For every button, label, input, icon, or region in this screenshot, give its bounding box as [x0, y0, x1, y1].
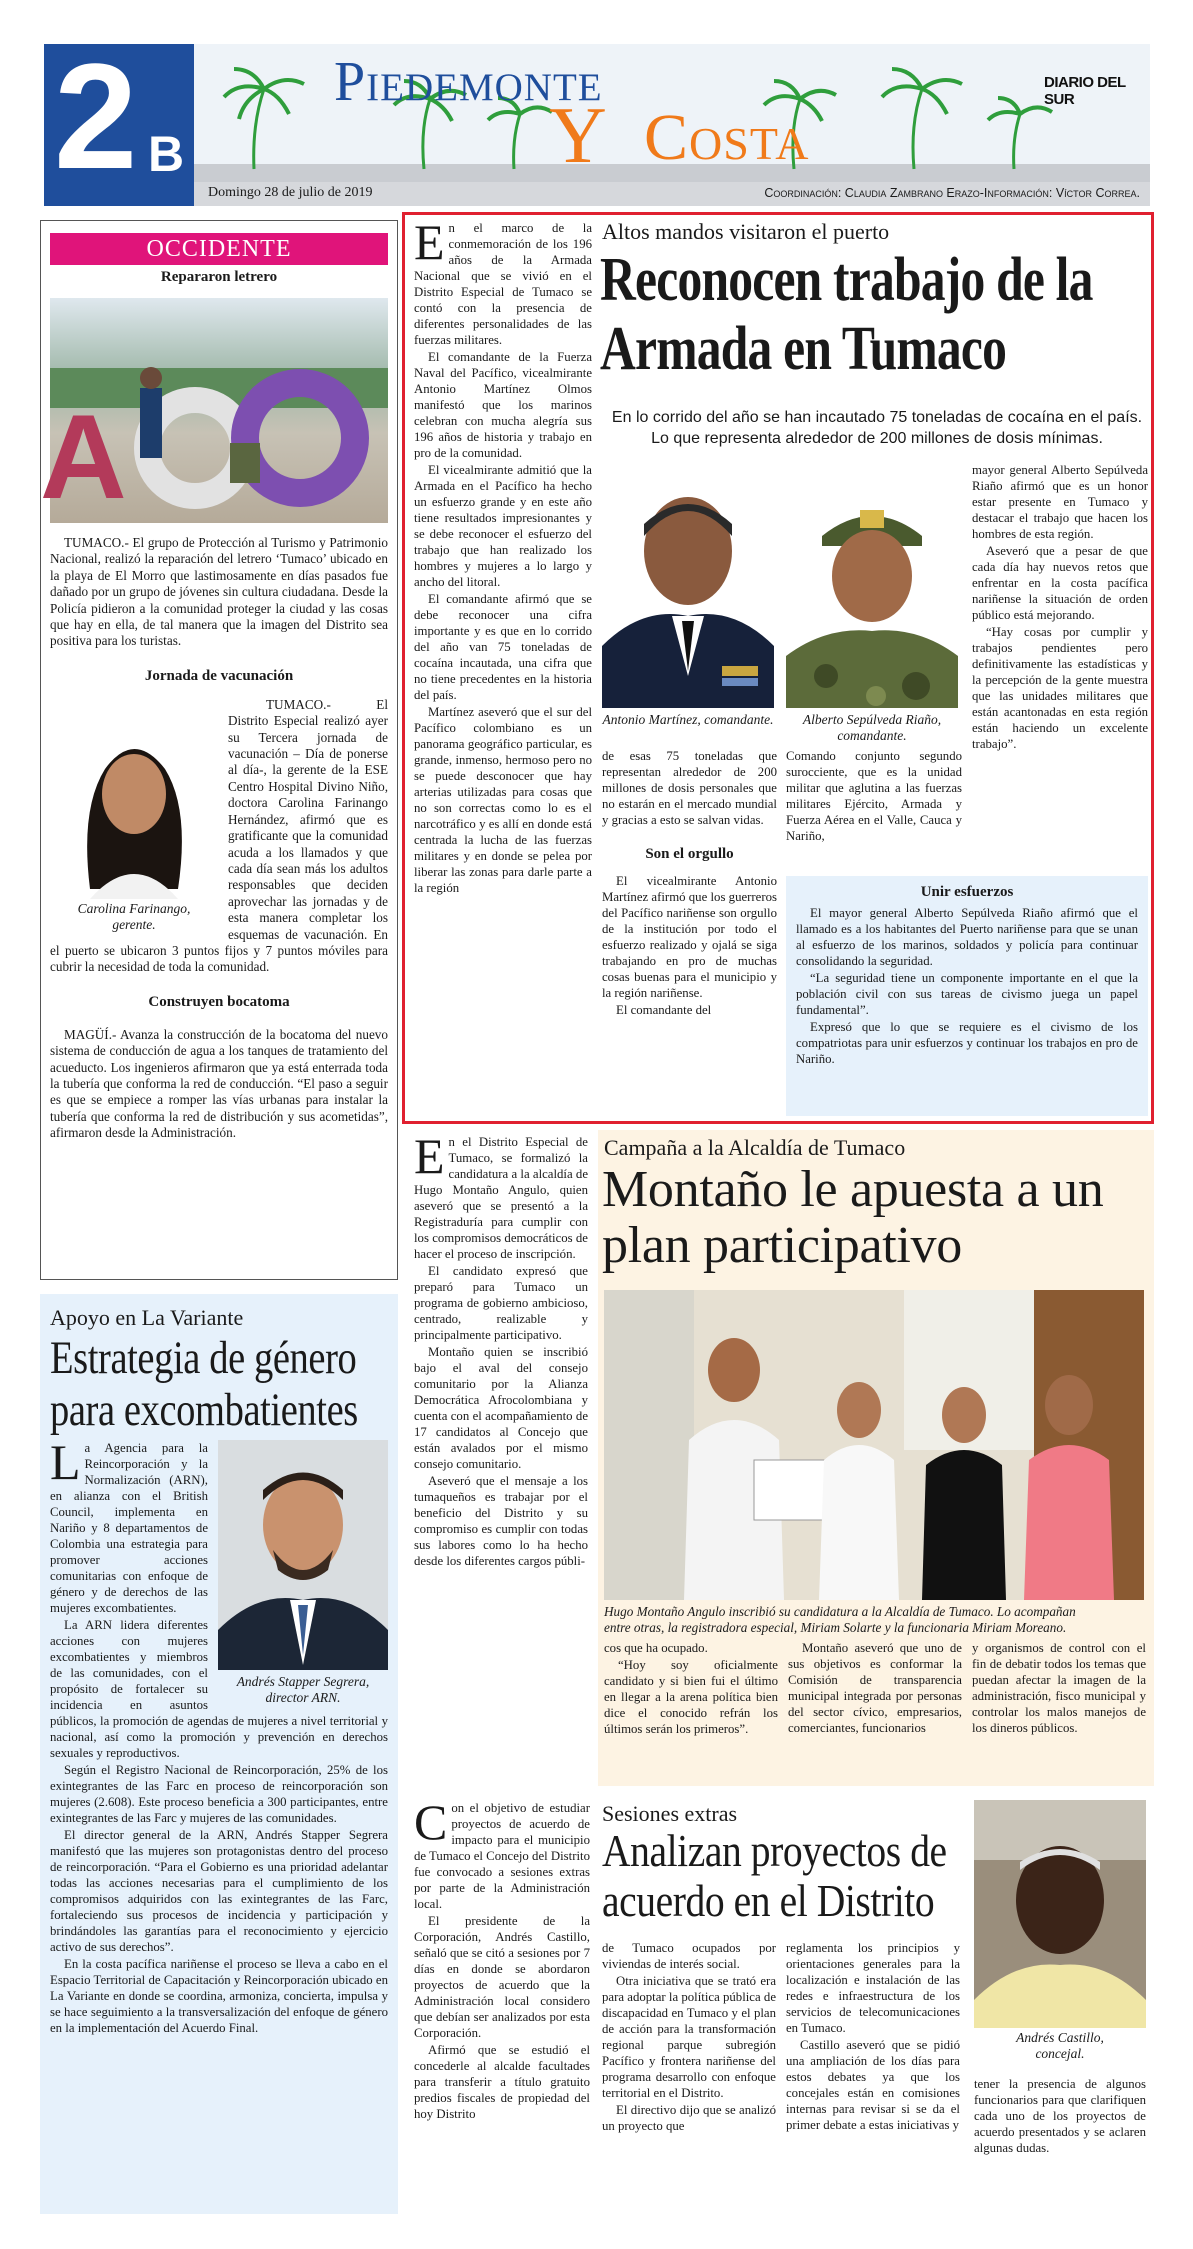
article-vacunacion: TUMACO.- El Distrito Especial realizó ayer su Tercera jornada de vacunación – Día de ponerse al día-, la gerente de la ESE Centro Hospital Divino Niño, doctora Carolina Farinango Hernández, afirmó que es gratificante que la comunidad acuda a los llamados y que cada día sean más los adultos responsables que deciden aprovechar las jornadas y de esta manera completar los esquemas de vacunación. En el puerto se ubicaron 3 puntos fijos y 7 puntos móviles para cubrir la necesidad de toda la comunidad.: [50, 696, 388, 975]
caption-carolina: Carolina Farinango, gerente.: [77, 900, 191, 932]
montano-col4: [972, 1640, 1146, 1737]
sesiones-col3-p2: Castillo aseveró que se pidió una ampliación de los días para estos debates ya que los concejales están en comisiones internas para revisar si se da el primer debate a estas iniciativas y: [786, 2038, 960, 2132]
montano-col2-p1: cos que ha ocupado.: [604, 1641, 708, 1655]
sesiones-col4: [974, 2076, 1146, 2157]
sesiones-col1: [414, 1794, 590, 2123]
section-word-piedemonte: Piedemonte: [334, 51, 603, 113]
photo-carolina: [50, 699, 218, 931]
genero-p4: El director general de la ARN, Andrés Stapper Segrera manifestó que las mujeres son protagonistas dentro del proceso de reincorporación. “Para el Gobierno es una prioridad adelantar todas las acciones necesarias para el cumplimiento de los compromisos adquiridos con las exintegrantes de las Farc, fortaleciendo sus procesos de incidencia y participación y brindándoles las garantías para el reconocimiento y ejercicio activo de sus derechos”.: [50, 1828, 388, 1954]
montano-col1-p3: Montaño quien se inscribió bajo el aval del consejo comunitario por la Alianza Democrática Afrocolombiana y cuenta con el acompañamiento de 17 candidatos al Concejo que están avalados por el mismo consejo comunitario.: [414, 1345, 588, 1471]
masthead: [44, 32, 1150, 206]
armada-col1-p3: El vicealmirante admitió que la Armada en el Pacífico ha hecho un esfuerzo grande y en este año tiene resultados impresionantes y se debe reconocer el esfuerzo del trabajo que han realizado los hombres y mujeres a lo largo y ancho del litoral.: [414, 463, 592, 589]
sesiones-col3-p1: reglamenta los principios y orientaciones generales para la localización e instalación de las redes e infraestructura de los servicios de telecomunicaciones en Tumaco.: [786, 1941, 960, 2035]
sesiones-col1-p1: on el objetivo de estudiar proyectos de acuerdo de impacto para el municipio de Tumaco el Concejo del Distrito fue convocado a sesiones extras por parte de la Administración local.: [414, 1801, 590, 1911]
article-bocatoma: MAGÜÍ.- Avanza la construcción de la bocatoma del nuevo sistema de conducción de agua a los tanques de tratamiento del acueducto. Los ingenieros afirmaron que ya está enterrada toda la tubería que conforma la red de conducción. “El paso a seguir es que se empiece a romper las vías urbanas para instalar la tubería que conforma la red de distribución y sus acometidas”, afirmaron desde la Administración.: [50, 1026, 388, 1141]
sesiones-headline: Analizan proyectos de acuerdo en el Distrito: [602, 1825, 947, 1926]
armada-subtitle-1: En lo corrido del año se han incautado 75 toneladas de cocaína en el país.: [611, 409, 1143, 426]
sesiones-col1-p2: El presidente de la Corporación, Andrés Castillo, señaló que se citó a sesiones por 7 días en donde se abordaron proyectos de acuerdo que la Administración local considero que debían ser analizados por esta Corporación.: [414, 1914, 590, 2040]
page-number: 2: [54, 32, 138, 200]
caption-stapper: Andrés Stapper Segrera, director ARN.: [236, 1674, 370, 1705]
caption-montano-1: Hugo Montaño Angulo inscribió su candidatura a la Alcaldía de Tumaco. Lo acompañan: [604, 1604, 1076, 1619]
sesiones-col2-p1: de Tumaco ocupados por viviendas de interés social.: [602, 1941, 776, 1971]
sesiones-col4-p1: tener la presencia de algunos funcionarios para que clarifiquen cada uno de los proyectos de acuerdo presentados y se aclaren algunas dudas.: [974, 2077, 1146, 2155]
armada-box-p3: Expresó que lo que se requiere es el civismo de los compatriotas para unir esfuerzos y continuar los trabajos en pro de Nariño.: [796, 1020, 1138, 1066]
dateline-bar: [194, 182, 1150, 206]
montano-col2-p2: “Hoy soy oficialmente candidato y si bien fui el último en llegar a la arena política bien dice el conocido refrán los últimos serán los primeros”.: [604, 1658, 778, 1736]
portrait-admiral-icon: [602, 476, 774, 708]
credits: Coordinación: Claudia Zambrano Erazo-Información: Víctor Correa.: [764, 186, 1140, 200]
montano-col3-p1: Montaño aseveró que uno de sus objetivos es conformar la Comisión de transparencia municipal integrada por personas del sector cívico, empresarios, comerciantes, funcionarios: [788, 1641, 962, 1735]
group-photo-icon: [604, 1290, 1144, 1600]
section-word-costa: Costa: [644, 101, 810, 174]
genero-p5: En la costa pacífica nariñense el proceso se lleva a cabo en el Espacio Territorial de Capacitación y Reincorporación ubicado en La Variante en donde se coordina, armoniza, concierta, impulsa y se hace seguimiento a la transversalización del enfoque de género en la implementación del Acuerdo Final.: [50, 1957, 388, 2035]
headline-repararon: Repararon letrero: [160, 269, 278, 285]
armada-headline: Reconocen trabajo de la Armada en Tumaco: [600, 246, 1093, 383]
photo-andres-stapper: [218, 1440, 388, 1706]
armada-col1-p2: El comandante de la Fuerza Naval del Pacífico, vicealmirante Antonio Martínez Olmos manifestó que los marinos celebran con mucha alegría sus 196 años de historia y trabajo en pro de la comunidad.: [414, 350, 592, 460]
article-repararon: TUMACO.- El grupo de Protección al Turismo y Patrimonio Nacional, realizó la reparación del letrero ‘Tumaco’ ubicado en la playa de El Morro que lastimosamente en días pasados fue dañado por un grupo de jóvenes sin cultura ciudadana. Desde la Policía pidieron a la comunidad proteger la ciudad y las cosas que hay en ella, de tal manera que la imagen del Distrito sea positiva para los turistas.: [50, 535, 388, 649]
armada-subtitle-2: Lo que representa alrededor de 200 millones de dosis mínimas.: [651, 430, 1103, 447]
genero-p3: Según el Registro Nacional de Reincorporación, 25% de los exintegrantes de las Farc en proceso de reincorporación son mujeres (2.608). Este proceso beneficia a 300 participantes, entre exintegrantes de las Farc y mujeres de las comunidades.: [50, 1763, 388, 1825]
sesiones-col1-p3: Afirmó que se estudió el concederle al alcalde facultades para transferir a título gratuito predios fiscales de propiedad del hoy Distrito: [414, 2043, 590, 2121]
armada-box-unir: [786, 876, 1148, 1116]
armada-col2-p2: El vicealmirante Antonio Martínez afirmó que los guerreros del Pacífico nariñense son orgullo de la institución por todo el esfuerzo realizado y ojalá se siga trabajando en pro de muchas cosas buenas para el municipio y la región nariñense.: [602, 874, 777, 1000]
sesiones-col2-p3: El directivo dijo que se analizó un proyecto que: [602, 2103, 776, 2133]
armada-col2-p3: El comandante del: [616, 1003, 712, 1017]
armada-col4-p1: mayor general Alberto Sepúlveda Riaño afirmó que es un honor estar presente en Tumaco y destacar el trabajo que hacen los hombres de esta región.: [972, 463, 1148, 541]
svg-text:A: A: [40, 390, 127, 524]
armada-col1: [414, 214, 592, 897]
armada-dropcap: E: [414, 214, 445, 270]
caption-alberto: Alberto Sepúlveda Riaño, comandante.: [802, 712, 942, 743]
armada-col3: [786, 748, 962, 845]
letrero-icon: [40, 298, 388, 524]
armada-box-p1: El mayor general Alberto Sepúlveda Riaño afirmó que el llamado es a los habitantes del Puerto nariñense para que se unan al esfuerzo de los marinos, soldados y policía para continuar consolidando la seguridad.: [796, 906, 1138, 968]
headline-vacunacion: Jornada de vacunación: [144, 667, 294, 684]
caption-montano-2: entre otras, la registradora especial, Miriam Solarte y la funcionaria Miriam Moreano.: [604, 1620, 1067, 1635]
montano-kicker: Campaña a la Alcaldía de Tumaco: [604, 1135, 906, 1160]
genero-p2: La ARN lidera diferentes acciones con mujeres excombatientes y miembros de las comunidades, con el propósito de fortalecer su incidencia en asuntos públicos, la promoción de agendas de mujeres a nivel territorial y nacional, así como la promoción y prevención en derechos sexuales y reproductivos.: [50, 1618, 388, 1760]
armada-col4-p2: Aseveró que a pesar de que cada día hay nuevos retos que enfrentar en la costa pacífica nariñense la situación de orden público está mejorando.: [972, 544, 1148, 622]
headline-bocatoma: Construyen bocatoma: [148, 993, 290, 1010]
genero-headline: Estrategia de género para excombatientes: [50, 1332, 358, 1436]
photo-montano-inscripcion: [604, 1290, 1144, 1600]
armada-kicker: Altos mandos visitaron el puerto: [602, 219, 890, 244]
section-letter-y: Y: [549, 92, 607, 180]
masthead-banner: [194, 44, 1150, 182]
genero-kicker: Apoyo en La Variante: [50, 1305, 244, 1330]
armada-col2-p1: de esas 75 toneladas que representan alrededor de 200 millones de dosis personales que no estarán en el mercado mundial y gracias a esto se salvan vidas.: [602, 749, 777, 827]
photo-alberto-sepulveda: [786, 476, 958, 708]
armada-col1-p5: Martínez aseveró que el sur del Pacífico colombiano es un panorama geográfico particular, es grande, inmenso, hermoso pero no se puede desconocer que hay arterias utilizadas para cosas que no son correctas como lo es el narcotráfico y es allí en donde está centrada la lucha de las fuerzas militares y en donde se pelea por liberar las zonas para darle parte a la región: [414, 705, 592, 895]
genero-p1: a Agencia para la Reincorporación y la Normalización (ARN), en alianza con el British Council, implementa en Nariño y 8 departamentos de Colombia una estrategia para promover acciones comunitarias con enfoque de género y de derechos de las mujeres excombatientes.: [50, 1441, 208, 1615]
sesiones-col2: [602, 1940, 776, 2135]
photo-letrero: [40, 298, 388, 524]
portrait-stapper-icon: [218, 1440, 388, 1670]
photo-antonio-martinez: [602, 476, 774, 708]
section-label-occidente: OCCIDENTE: [50, 233, 388, 265]
montano-dropcap: E: [414, 1128, 445, 1184]
armada-col4: [972, 462, 1148, 753]
portrait-carolina-icon: [50, 699, 218, 899]
occidente-column: [40, 220, 398, 1280]
armada-col1-p4: El comandante afirmó que se debe reconocer una cifra importante y es que en lo corrido del año van 75 toneladas de cocaína incautada, una cifra que no tiene precedentes en la historia del país.: [414, 592, 592, 702]
armada-col1-p1: n el marco de la conmemoración de los 196 años de la Armada Nacional que se vivió en el Distrito Especial de Tumaco se contó con la presencia de diferentes personalidades de las fuerzas militares.: [414, 221, 592, 347]
montano-headline: Montaño le apuesta a un plan participativo: [602, 1161, 1104, 1274]
genero-dropcap: L: [50, 1434, 81, 1490]
armada-col2: [602, 748, 777, 1019]
sesiones-dropcap: C: [414, 1794, 448, 1850]
caption-antonio: Antonio Martínez, comandante.: [602, 712, 774, 727]
photo-andres-castillo: [974, 1800, 1146, 2028]
portrait-castillo-icon: [974, 1800, 1146, 2028]
armada-col4-p3: “Hay cosas por cumplir y trabajos pendientes pero definitivamente las estadísticas y la percepción de la gente muestra que las unidades militares que están acantonadas en esta región están haciendo un excelente trabajo”.: [972, 625, 1148, 751]
armada-box-head: Unir esfuerzos: [920, 884, 1014, 900]
page-letter: B: [148, 126, 185, 182]
caption-castillo: Andrés Castillo, concejal.: [1016, 2030, 1104, 2061]
montano-col1-p1: n el Distrito Especial de Tumaco, se formalizó la candidatura a la alcaldía de Hugo Montaño Angulo, quien aseveró que se presentó a la Registraduría para cumplir con los compromisos democráticos de hacer el proceso de inscripción.: [414, 1135, 588, 1261]
publisher-logo: DIARIO DEL SUR: [1044, 74, 1126, 108]
armada-col3-p1: Comando conjunto segundo surocciente, que es la unidad militar que aglutina a las fuerzas militares Ejército, Armada y Fuerza Aérea en el Valle, Cauca y Nariño,: [786, 749, 962, 843]
montano-col2: [604, 1640, 778, 1738]
montano-col4-p1: y organismos de control con el fin de debatir todos los temas que puedan afectar la imagen de la administración, fisco municipal y controlar los malos manejos de los dineros públicos.: [972, 1641, 1146, 1735]
armada-box-p2: “La seguridad tiene un componente importante en el que la población civil con sus tareas de civismo juega un papel fundamental”.: [796, 971, 1138, 1017]
portrait-general-icon: [786, 476, 958, 708]
armada-subhead-orgullo: Son el orgullo: [645, 846, 734, 862]
sesiones-col3: [786, 1940, 960, 2134]
sesiones-kicker: Sesiones extras: [602, 1801, 738, 1826]
issue-date: Domingo 28 de julio de 2019: [208, 185, 373, 200]
genero-article-box: [40, 1294, 398, 2214]
page-number-box: [44, 32, 194, 206]
montano-col1: [414, 1128, 588, 1570]
montano-col1-p2: El candidato expresó que preparó para Tumaco un programa de gobierno ambicioso, centrado, realizable y principalmente participativo.: [414, 1264, 588, 1342]
montano-col1-p4: Aseveró que el mensaje a los tumaqueños es trabajar por el beneficio del Distrito y su compromiso es cumplir con todas sus labores como lo ha hecho desde los diferentes cargos públi-: [414, 1474, 588, 1568]
sesiones-col2-p2: Otra iniciativa que se trató era para adoptar la política pública de discapacidad en Tumaco y el plan de acción para la transformación regional parque subregión Pacífico y frontera nariñense del programa desarrollo con enfoque territorial en el Distrito.: [602, 1974, 776, 2100]
montano-col3: [788, 1640, 962, 1737]
